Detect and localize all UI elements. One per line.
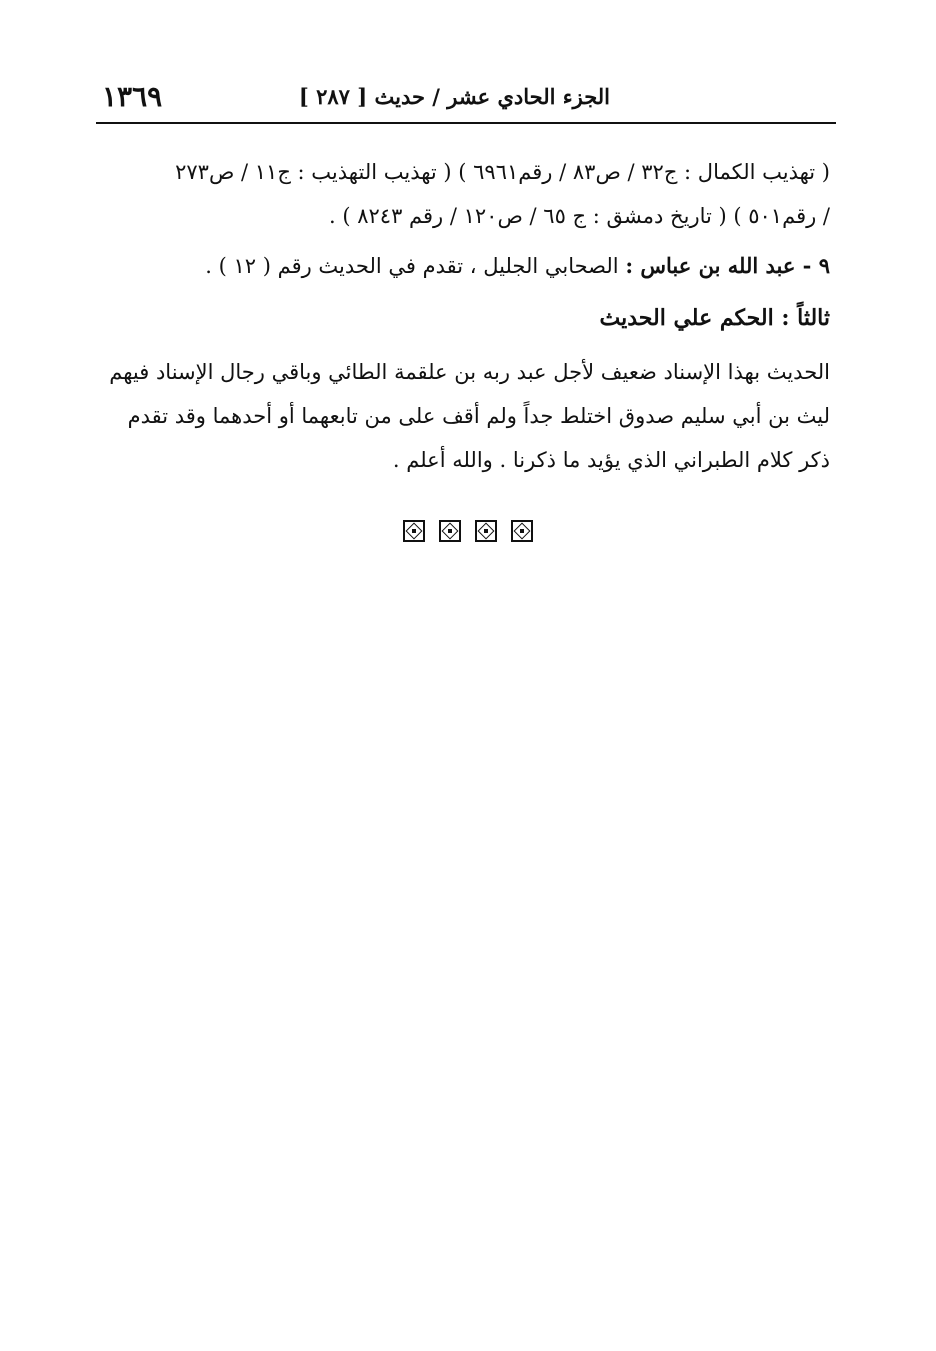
reference-line: ( تهذيب الكمال : ج٣٢ / ص٨٣ / رقم٦٩٦١ ) ( تهذيب التهذيب : ج١١ / ص٢٧٣ xyxy=(175,160,830,184)
page-header xyxy=(96,78,836,122)
square-knot-ornament-icon xyxy=(403,520,425,542)
bibliographic-references xyxy=(100,150,830,238)
section-end-ornaments xyxy=(0,520,936,546)
paragraph-line: الحديث بهذا الإسناد ضعيف لأجل عبد ربه بن علقمة الطائي وباقي رجال الإسناد فيهم xyxy=(109,360,830,384)
narrator-name: ٩ - عبد الله بن عباس : xyxy=(625,253,830,278)
reference-line: / رقم٥٠١ ) ( تاريخ دمشق : ج ٦٥ / ص١٢٠ / رقم ٨٢٤٣ ) . xyxy=(329,204,830,228)
narrator-entry xyxy=(100,244,830,288)
narrator-line xyxy=(100,244,830,288)
narrator-description: الصحابي الجليل ، تقدم في الحديث رقم ( ١٢ ) . xyxy=(205,254,619,278)
paragraph-line: ليث بن أبي سليم صدوق اختلط جداً ولم أقف على من تابعهما أو أحدهما وقد تقدم xyxy=(127,404,830,428)
square-knot-ornament-icon xyxy=(475,520,497,542)
square-knot-ornament-icon xyxy=(439,520,461,542)
page-body xyxy=(100,150,830,482)
running-title: الجزء الحادي عشر / حديث [ ٢٨٧ ] xyxy=(298,84,610,109)
section-heading: ثالثاً : الحكم علي الحديث xyxy=(599,305,830,331)
paragraph-line: ذكر كلام الطبراني الذي يؤيد ما ذكرنا . والله أعلم . xyxy=(392,448,830,472)
square-knot-ornament-icon xyxy=(511,520,533,542)
hadith-judgment-paragraph xyxy=(100,350,830,482)
page-number: ١٣٦٩ xyxy=(102,80,163,113)
header-divider xyxy=(96,122,836,124)
